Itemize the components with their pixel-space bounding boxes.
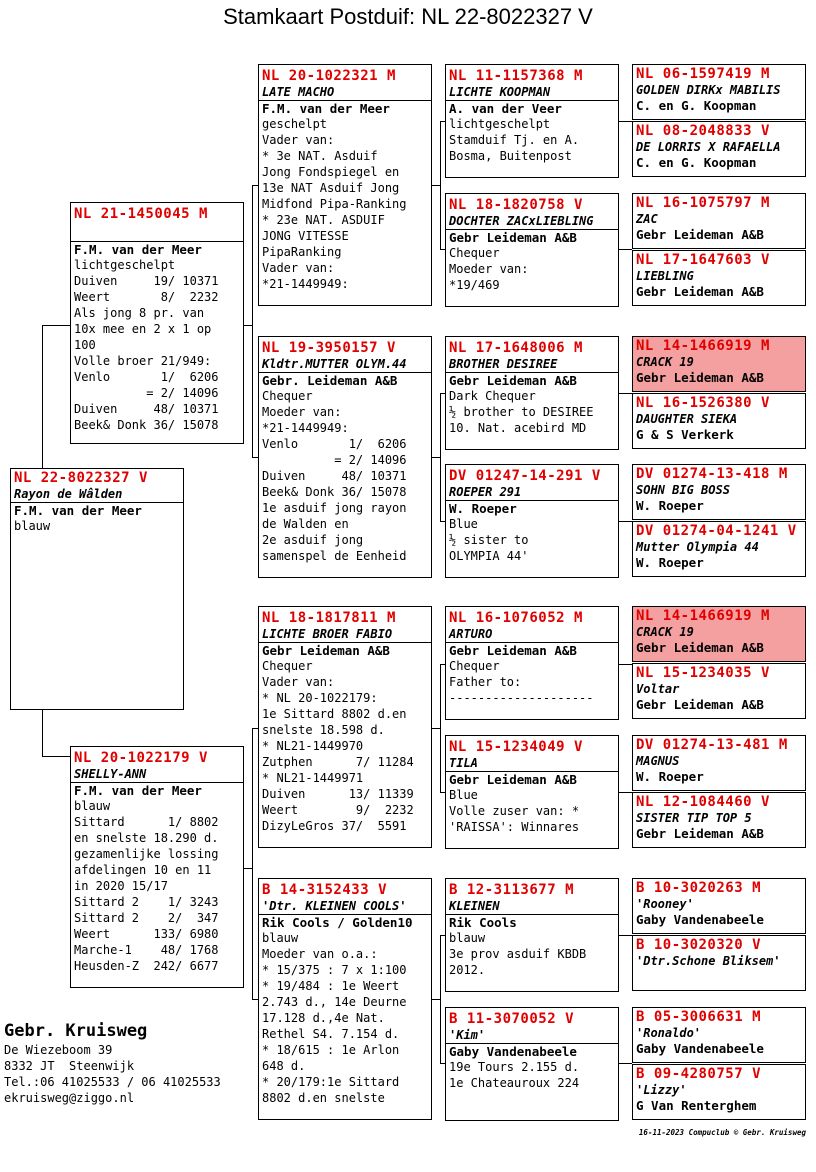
ring-number: B 11-3070052 V [449,1011,575,1027]
ring-number: NL 06-1597419 M [636,66,770,82]
info-line: = 2/ 14096 [74,386,219,400]
ring-number: NL 08-2048833 V [636,123,770,139]
info-line: Duiven 48/ 10371 [262,469,407,483]
info-line: 100 [74,338,96,352]
pigeon-card-mmf [445,878,619,992]
pigeon-card-fmm [445,464,619,578]
owner-name: Gebr Leideman A&B [262,643,390,658]
ring-number: NL 14-1466919 M [636,608,770,624]
info-line: PipaRanking [262,245,342,259]
pigeon-card-g4 [632,250,806,306]
info-line: Zutphen 7/ 11284 [262,755,414,769]
info-line: Chequer [262,659,313,673]
pigeon-name: LICHTE BROER FABIO [259,627,431,643]
pigeon-name: DOCHTER ZACxLIEBLING [446,214,618,230]
info-line: *21-1449949: [262,421,349,435]
info-line: Midfond Pipa-Ranking [262,197,407,211]
info-line: Rethel S4. 7.154 d. [262,1027,400,1041]
owner-name: Gebr Leideman A&B [636,640,764,655]
pigeon-name: MAGNUS [636,754,680,768]
connector-line [619,935,632,936]
info-line: * NL 20-1022179: [262,691,378,705]
pigeon-card-fmf [445,336,619,450]
info-line: * NL21-1449970 [262,739,364,753]
info-line: samenspel de Eenheid [262,549,407,563]
ring-number: NL 16-1075797 M [636,195,770,211]
pigeon-card-mm [258,878,432,1120]
ring-number: NL 20-1022321 M [262,68,396,84]
info-line: Blue [449,517,478,531]
info-line: Weert 133/ 6980 [74,927,219,941]
connector-line [619,521,632,522]
pigeon-card-mfm [445,735,619,849]
pigeon-card-g14 [632,935,806,991]
owner-name: A. van der Veer [449,101,562,116]
owner-name: Gaby Vandenabeele [449,1044,577,1059]
info-line: * 20/179:1e Sittard [262,1075,400,1089]
pigeon-name: GOLDEN DIRKx MABILIS [636,83,781,97]
pigeon-name: DAUGHTER SIEKA [636,412,738,426]
info-line: 648 d. [262,1059,306,1073]
info-line: Marche-1 48/ 1768 [74,943,219,957]
ring-number: NL 15-1234035 V [636,665,770,681]
connector-line [42,756,70,757]
pigeon-name: Kldtr.MUTTER OLYM.44 [259,357,431,373]
ring-number: DV 01247-14-291 V [449,468,601,484]
pigeon-card-fm [258,336,432,578]
info-line: 2012. [449,963,486,977]
pigeon-name: Voltar [636,682,680,696]
info-line: de Walden en [262,517,349,531]
connector-line [440,935,441,1063]
info-line: = 2/ 14096 [262,453,407,467]
pigeon-card-g5 [632,336,806,392]
owner-name: C. en G. Koopman [636,98,757,113]
info-line: Volle broer 21/949: [74,354,212,368]
connector-line [619,792,632,793]
pigeon-name: Mutter Olympia 44 [636,540,759,554]
connector-line [432,185,440,186]
pigeon-name: CRACK 19 [636,355,694,369]
info-line: * 15/375 : 7 x 1:100 [262,963,407,977]
connector-line [252,185,253,457]
connector-line [432,999,440,1000]
pigeon-card-g9 [632,606,806,662]
info-line: Vader van: [262,675,335,689]
info-line: 1e Chateauroux 224 [449,1076,580,1090]
owner-name: Rik Cools / Golden10 [262,915,413,930]
owner-name: Gebr Leideman A&B [636,370,764,385]
info-line: * NL21-1449971 [262,771,364,785]
info-line: in 2020 15/17 [74,879,168,893]
ring-number: NL 17-1647603 V [636,252,770,268]
pigeon-card-mff [445,606,619,720]
pigeon-card-g3 [632,193,806,249]
pigeon-card-g11 [632,735,806,791]
info-line: Moeder van: [262,405,342,419]
pigeon-card-g16 [632,1064,806,1120]
pigeon-name: KLEINEN [446,899,618,915]
info-line: 2.743 d., 14e Deurne [262,995,407,1009]
owner-name: Rik Cools [449,915,517,930]
pigeon-name: 'Dtr.Schone Bliksem' [636,954,781,968]
info-line: en snelste 18.290 d. [74,831,219,845]
pigeon-card-g10 [632,663,806,719]
owner-name: Gebr Leideman A&B [636,284,764,299]
owner-name: Gebr Leideman A&B [636,697,764,712]
pigeon-name: SHELLY-ANN [71,767,243,783]
pigeon-name: 'Lizzy' [636,1083,687,1097]
connector-line [42,710,43,756]
info-line: blauw [262,931,299,945]
owner-name: F.M. van der Meer [14,503,142,518]
connector-line [440,393,441,521]
info-line: Weert 8/ 2232 [74,290,219,304]
breeder-name: Gebr. Kruisweg [4,1021,148,1041]
ring-number: B 09-4280757 V [636,1066,762,1082]
pigeon-card-mmm [445,1007,619,1121]
info-line: Beek& Donk 36/ 15078 [262,485,407,499]
ring-number: NL 16-1526380 V [636,395,770,411]
owner-name: G & S Verkerk [636,427,734,442]
info-line: Stamduif Tj. en A. [449,133,580,147]
info-line: *21-1449949: [262,277,349,291]
owner-name: G Van Renterghem [636,1098,757,1113]
ring-number: DV 01274-13-418 M [636,466,788,482]
info-line: afdelingen 10 en 11 [74,863,212,877]
connector-line [244,868,252,869]
connector-line [440,664,441,792]
pigeon-name: ARTURO [446,627,618,643]
info-line: Chequer [449,246,500,260]
info-line: Moeder van: [449,262,529,276]
info-line: Duiven 19/ 10371 [74,274,219,288]
pigeon-card-f [70,202,244,444]
pigeon-name: BROTHER DESIREE [446,357,618,373]
ring-number: NL 11-1157368 M [449,68,583,84]
ring-number: NL 19-3950157 V [262,340,396,356]
ring-number: B 10-3020263 M [636,880,762,896]
info-line: JONG VITESSE [262,229,349,243]
info-line: blauw [74,799,111,813]
owner-name: Gaby Vandenabeele [636,912,764,927]
owner-name: W. Roeper [636,769,704,784]
pigeon-name: DE LORRIS X RAFAELLA [636,140,781,154]
ring-number: NL 15-1234049 V [449,739,583,755]
info-line: Jong Fondspiegel en [262,165,400,179]
info-line: Father to: [449,675,522,689]
breeder-city: 8332 JT Steenwijk [4,1059,135,1073]
owner-name: W. Roeper [449,501,517,516]
pigeon-card-g1 [632,64,806,120]
owner-name: Gebr Leideman A&B [636,826,764,841]
pigeon-name: Rayon de Wâlden [11,487,183,503]
pigeon-name: ZAC [636,212,658,226]
owner-name: Gebr Leideman A&B [449,373,577,388]
ring-number: B 05-3006631 M [636,1009,762,1025]
info-line: Vader van: [262,261,335,275]
info-line: 3e prov asduif KBDB [449,947,587,961]
pigeon-card-g2 [632,121,806,177]
pigeon-name: 'Rooney' [636,897,694,911]
owner-name: Gebr Leideman A&B [449,772,577,787]
ring-number: DV 01274-13-481 M [636,737,788,753]
ring-number: NL 20-1022179 V [74,750,208,766]
info-line: 2e asduif jong [262,533,364,547]
owner-name: W. Roeper [636,498,704,513]
pigeon-name [71,223,243,242]
connector-line [619,1063,632,1064]
info-line: 1e Sittard 8802 d.en [262,707,407,721]
ring-number: DV 01274-04-1241 V [636,523,797,539]
info-line: 1e asduif jong rayon [262,501,407,515]
info-line: Duiven 48/ 10371 [74,402,219,416]
info-line: 'RAISSA': Winnares [449,820,580,834]
info-line: Sittard 2 2/ 347 [74,911,219,925]
info-line: * 3e NAT. Asduif [262,149,378,163]
footer-credit: 16-11-2023 Compuclub © Gebr. Kruisweg [638,1128,806,1137]
owner-name: F.M. van der Meer [74,242,202,257]
info-line: Heusden-Z 242/ 6677 [74,959,219,973]
pigeon-card-mf [258,606,432,848]
pigeon-name: CRACK 19 [636,625,694,639]
connector-line [432,457,440,458]
info-line: 10. Nat. acebird MD [449,421,587,435]
pigeon-name: LATE MACHO [259,85,431,101]
pigeon-card-subject [10,468,184,710]
connector-line [42,325,70,326]
owner-name: W. Roeper [636,555,704,570]
ring-number: NL 18-1817811 M [262,610,396,626]
connector-line [252,728,253,1000]
info-line: geschelpt [262,117,328,131]
pigeon-name: 'Dtr. KLEINEN COOLS' [259,899,431,915]
info-line: lichtgeschelpt [74,258,176,272]
info-line: 13e NAT Asduif Jong [262,181,400,195]
info-line: snelste 18.598 d. [262,723,385,737]
owner-name: Gebr Leideman A&B [449,230,577,245]
ring-number: NL 16-1076052 M [449,610,583,626]
info-line: Venlo 1/ 6206 [262,437,407,451]
info-line: Moeder van o.a.: [262,947,378,961]
info-line: Bosma, Buitenpost [449,149,572,163]
info-line: gezamenlijke lossing [74,847,219,861]
pigeon-name: LICHTE KOOPMAN [446,85,618,101]
pigeon-card-m [70,746,244,988]
info-line: blauw [14,519,51,533]
info-line: Vader van: [262,133,335,147]
ring-number: B 14-3152433 V [262,882,388,898]
page-title: Stamkaart Postduif: NL 22-8022327 V [223,4,593,29]
info-line: * 23e NAT. ASDUIF [262,213,385,227]
connector-line [619,249,632,250]
pigeon-card-g13 [632,878,806,934]
info-line: OLYMPIA 44' [449,549,529,563]
connector-line [244,325,252,326]
ring-number: NL 14-1466919 M [636,338,770,354]
owner-name: Gebr. Leideman A&B [262,373,398,388]
pigeon-card-g7 [632,464,806,520]
info-line: Sittard 1/ 8802 [74,815,219,829]
info-line: 19e Tours 2.155 d. [449,1060,580,1074]
info-line: blauw [449,931,486,945]
ring-number: NL 22-8022327 V [14,470,148,486]
pigeon-card-g12 [632,792,806,848]
info-line: * 18/615 : 1e Arlon [262,1043,400,1057]
owner-name: Gebr Leideman A&B [636,227,764,242]
pigeon-name: 'Kim' [446,1028,618,1044]
pigeon-name: TILA [446,756,618,772]
ring-number: B 10-3020320 V [636,937,762,953]
pigeon-card-g15 [632,1007,806,1063]
info-line: Dark Chequer [449,389,536,403]
breeder-phone: Tel.:06 41025533 / 06 41025533 [4,1075,221,1089]
connector-line [619,664,632,665]
connector-line [619,393,632,394]
connector-line [42,325,43,468]
info-line: lichtgeschelpt [449,117,551,131]
breeder-email: ekruisweg@ziggo.nl [4,1091,135,1105]
info-line: Beek& Donk 36/ 15078 [74,418,219,432]
info-line: 17.128 d.,4e Nat. [262,1011,385,1025]
info-line: Venlo 1/ 6206 [74,370,219,384]
owner-name: C. en G. Koopman [636,155,757,170]
info-line: ½ brother to DESIREE [449,405,594,419]
pigeon-card-fff [445,64,619,178]
info-line: 10x mee en 2 x 1 op [74,322,212,336]
owner-name: F.M. van der Meer [262,101,390,116]
info-line: -------------------- [449,691,594,705]
info-line: 8802 d.en snelste [262,1091,385,1105]
info-line: DizyLeGros 37/ 5591 [262,819,407,833]
ring-number: NL 18-1820758 V [449,197,583,213]
owner-name: Gebr Leideman A&B [449,643,577,658]
info-line: Weert 9/ 2232 [262,803,414,817]
info-line: Als jong 8 pr. van [74,306,205,320]
info-line: Blue [449,788,478,802]
pigeon-name: SOHN BIG BOSS [636,483,730,497]
pigeon-card-ff [258,64,432,306]
pigeon-card-g6 [632,393,806,449]
owner-name: Gaby Vandenabeele [636,1041,764,1056]
ring-number: NL 17-1648006 M [449,340,583,356]
info-line: * 19/484 : 1e Weert [262,979,400,993]
connector-line [440,121,441,249]
breeder-address: De Wiezeboom 39 [4,1043,113,1057]
breeder-info [4,1020,221,1106]
pigeon-name: LIEBLING [636,269,694,283]
info-line: Duiven 13/ 11339 [262,787,414,801]
info-line: Sittard 2 1/ 3243 [74,895,219,909]
pigeon-name: SISTER TIP TOP 5 [636,811,752,825]
pigeon-name: ROEPER 291 [446,485,618,501]
pigeon-name: 'Ronaldo' [636,1026,702,1040]
info-line: Volle zuser van: * [449,804,580,818]
ring-number: B 12-3113677 M [449,882,575,898]
pigeon-card-ffm [445,193,619,307]
ring-number: NL 21-1450045 M [74,206,208,222]
info-line: Chequer [449,659,500,673]
pigeon-card-g8 [632,521,806,577]
owner-name: F.M. van der Meer [74,783,202,798]
connector-line [619,121,632,122]
info-line: Chequer [262,389,313,403]
info-line: ½ sister to [449,533,529,547]
ring-number: NL 12-1084460 V [636,794,770,810]
info-line: *19/469 [449,278,500,292]
connector-line [432,728,440,729]
